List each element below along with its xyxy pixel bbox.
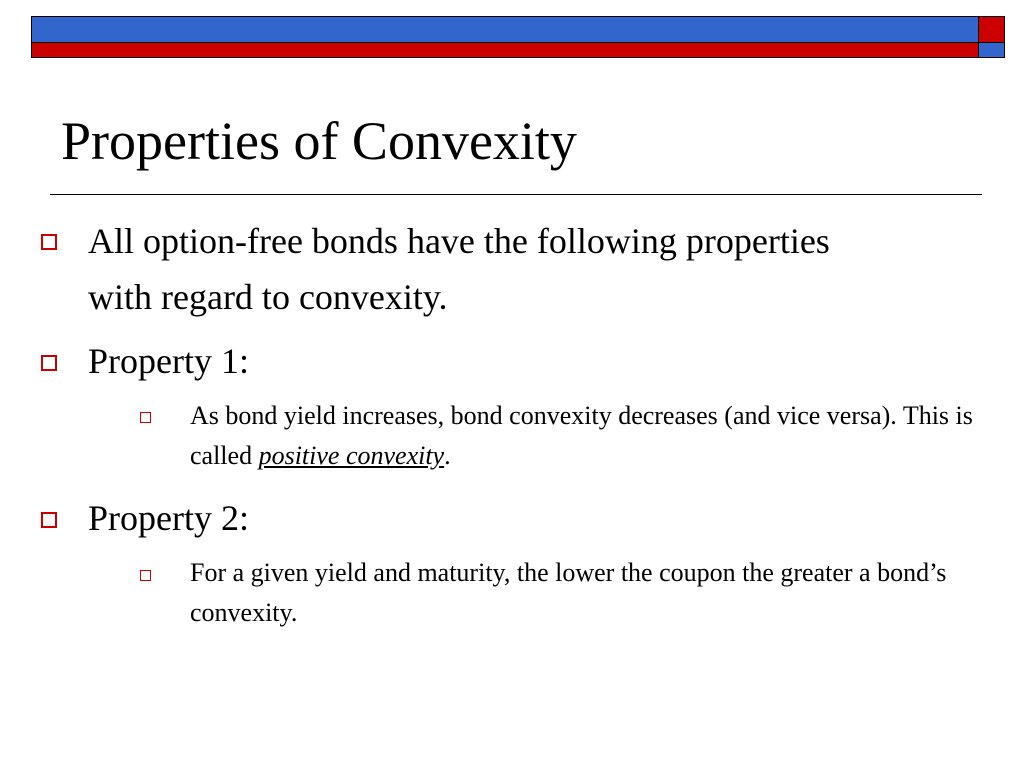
- positive-convexity-term: positive convexity: [258, 441, 445, 470]
- square-bullet-icon: [140, 570, 151, 581]
- bullet-item-property-2: Property 2:: [88, 498, 249, 538]
- square-bullet-icon: [140, 412, 151, 423]
- sub-bullet-period: .: [444, 441, 451, 470]
- sub-bullet-text: As bond yield increases, bond convexity decreases (and vice versa). This is called: [190, 401, 973, 470]
- sub-bullet-coupon-convexity: For a given yield and maturity, the lower the coupon the greater a bond’s convexity.: [190, 558, 947, 627]
- square-bullet-icon: [41, 234, 57, 250]
- bullet-item-option-free-bonds: All option-free bonds have the following properties with regard to convexity.: [88, 221, 830, 317]
- sub-bullet-positive-convexity: [190, 396, 980, 476]
- slide-title: Properties of Convexity: [61, 111, 577, 171]
- square-bullet-icon: [41, 512, 57, 528]
- bullet-item-property-1: Property 1:: [88, 341, 249, 381]
- square-bullet-icon: [41, 355, 57, 371]
